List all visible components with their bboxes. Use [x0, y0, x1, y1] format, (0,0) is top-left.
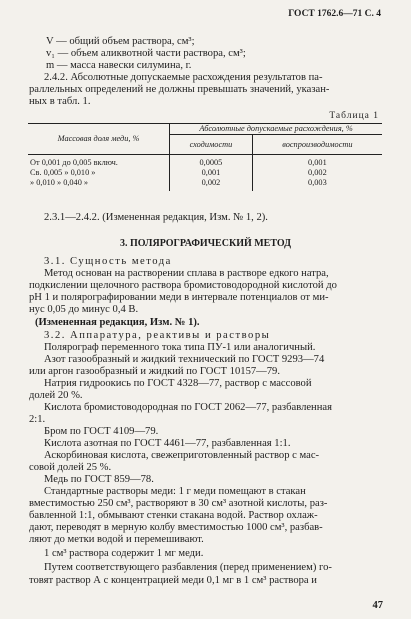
- table-cell-range: » 0,010 » 0,040 »: [30, 178, 89, 187]
- text-line: совой долей 25 %.: [29, 462, 112, 473]
- text-line: ных в табл. 1.: [29, 96, 91, 107]
- text-line: или аргон газообразный и жидкий по ГОСТ 10157—79.: [29, 366, 281, 377]
- text-line: Аскорбиновая кислота, свежеприготовленный раствор с мас-: [44, 450, 320, 461]
- table-row: [28, 168, 382, 178]
- text-line: нус 0,05 до минус 0,4 В.: [29, 304, 139, 315]
- text-line: v₁ — объем аликвотной части раствора, см³;: [46, 48, 246, 59]
- text-line: m — масса навески силумина, г.: [46, 60, 192, 71]
- subsection-heading: 3.2. Аппаратура, реактивы и растворы: [44, 330, 271, 341]
- column-header-mass-fraction: Массовая доля меди, %: [57, 134, 140, 143]
- text-line: 2.4.2. Абсолютные допускаемые расхождения результатов па-: [44, 72, 323, 83]
- table-cell-reproducibility: 0,002: [252, 168, 382, 178]
- text-line: подкислении щелочного раствора бромистоводородной кислотой до: [29, 280, 337, 291]
- table-caption: Таблица 1: [329, 111, 379, 121]
- text-line: Кислота азотная по ГОСТ 4461—77, разбавленная 1:1.: [44, 438, 291, 449]
- text-line: pH 1 и полярографировании меди в интервале потенциалов от ми-: [29, 292, 329, 303]
- table-row: [28, 178, 382, 191]
- text-line: вместимостью 250 см³, растворяют в 30 см³ азотной кислоты, раз-: [29, 498, 328, 509]
- subsection-heading: 3.1. Сущность метода: [44, 256, 172, 267]
- column-header-convergence: сходимости: [170, 135, 253, 155]
- text-line: Стандартные растворы меди: 1 г меди помещают в стакан: [44, 486, 306, 497]
- table-cell-reproducibility: 0,003: [252, 178, 382, 191]
- column-header-reproducibility: воспроизводимости: [252, 135, 382, 155]
- text-line: Азот газообразный и жидкий технический по ГОСТ 9293—74: [44, 354, 325, 365]
- edit-note: 2.3.1—2.4.2. (Измененная редакция, Изм. № 1, 2).: [44, 212, 268, 223]
- page-number: 47: [372, 600, 383, 611]
- text-line: Медь по ГОСТ 859—78.: [44, 474, 154, 485]
- text-line: V — общий объем раствора, см³;: [46, 36, 195, 47]
- text-line: Кислота бромистоводородная по ГОСТ 2062—77, разбавленная: [44, 402, 332, 413]
- text-line: дают, переводят в мерную колбу вместимостью 1000 см³, разбав-: [29, 522, 323, 533]
- text-line: долей 20 %.: [29, 390, 83, 401]
- table-cell-range: Св. 0,005 » 0,010 »: [30, 168, 96, 177]
- text-line: раллельных определений не должны превышать значений, указан-: [29, 84, 330, 95]
- page-header: ГОСТ 1762.6—71 С. 4: [288, 9, 381, 19]
- table-row: [28, 155, 382, 169]
- table-cell-convergence: 0,0005: [170, 155, 253, 169]
- group-header: Абсолютные допускаемые расхождения, %: [170, 124, 382, 135]
- text-line: ляют до метки водой и перемешивают.: [29, 534, 204, 545]
- text-line: бавленной 1:1, обмывают стенки стакана водой. Раствор охлаж-: [29, 510, 318, 521]
- text-line: Натрия гидроокись по ГОСТ 4328—77, раствор с массовой: [44, 378, 312, 389]
- tolerance-table: [28, 123, 382, 191]
- text-line: 1 см³ раствора содержит 1 мг меди.: [44, 548, 204, 559]
- table-cell-convergence: 0,002: [170, 178, 253, 191]
- table-cell-reproducibility: 0,001: [252, 155, 382, 169]
- edit-note: (Измененная редакция, Изм. № 1).: [35, 317, 200, 328]
- table-cell-range: От 0,001 до 0,005 включ.: [30, 158, 118, 167]
- text-line: Полярограф переменного тока типа ПУ-1 или аналогичный.: [44, 342, 316, 353]
- text-line: товят раствор А с концентрацией меди 0,1 мг в 1 см³ раствора и: [29, 575, 317, 586]
- text-line: Метод основан на растворении сплава в растворе едкого натра,: [44, 268, 329, 279]
- table-cell-convergence: 0,001: [170, 168, 253, 178]
- text-line: Путем соответствующего разбавления (перед применением) го-: [44, 562, 332, 573]
- text-line: 2:1.: [29, 414, 46, 425]
- section-title: 3. ПОЛЯРОГРАФИЧЕСКИЙ МЕТОД: [120, 238, 292, 249]
- text-line: Бром по ГОСТ 4109—79.: [44, 426, 159, 437]
